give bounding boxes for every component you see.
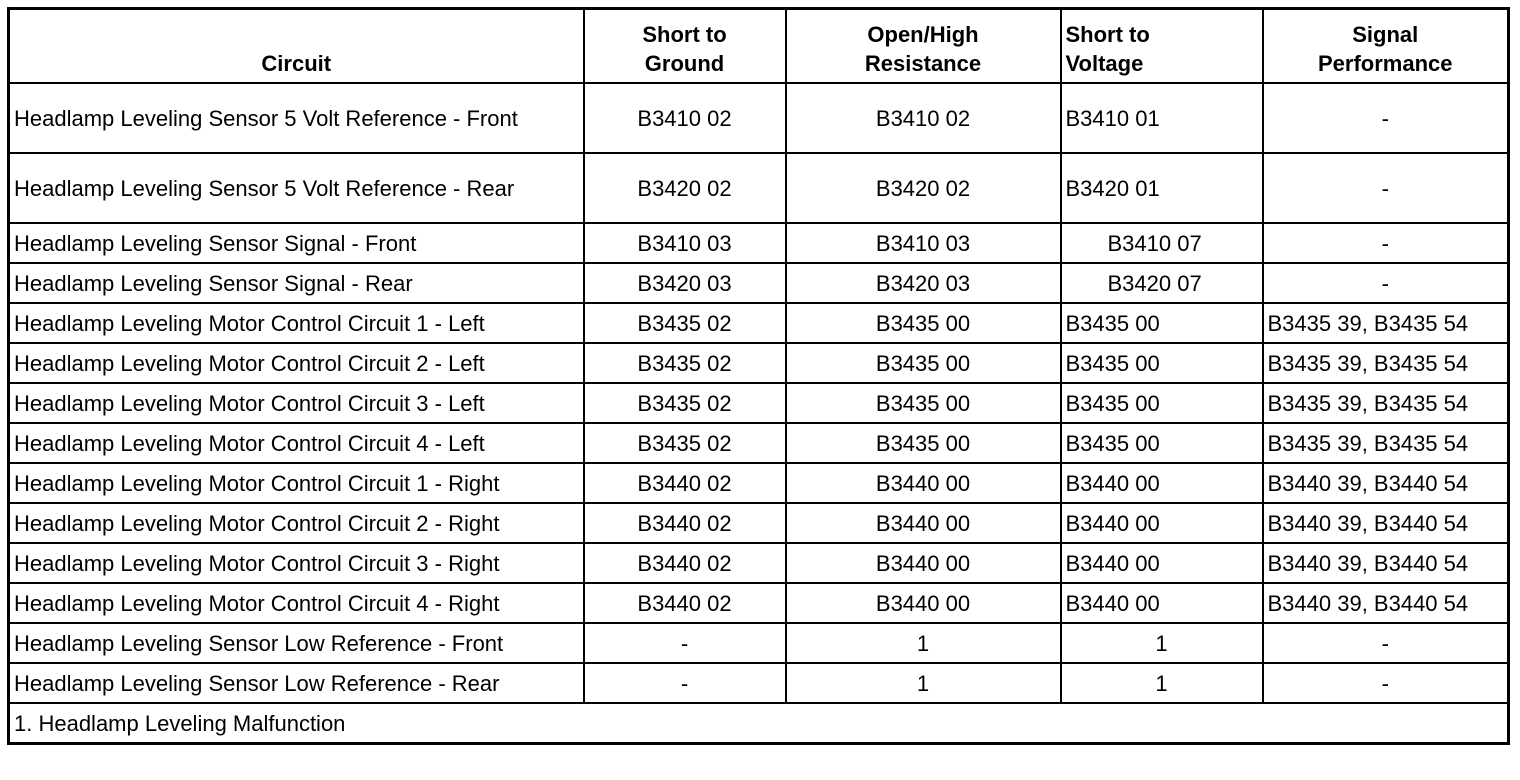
cell-signal-performance: B3440 39, B3440 54 <box>1263 583 1509 623</box>
cell-short-to-ground: B3420 03 <box>584 263 786 303</box>
cell-short-to-ground: B3435 02 <box>584 303 786 343</box>
header-circuit: Circuit <box>9 9 584 84</box>
header-signal-performance: Signal Performance <box>1263 9 1509 84</box>
footnote-row <box>9 703 1509 744</box>
table-row <box>9 263 1509 303</box>
cell-short-to-ground: B3410 02 <box>584 83 786 153</box>
cell-short-to-ground: B3440 02 <box>584 583 786 623</box>
cell-circuit: Headlamp Leveling Sensor Low Reference - Rear <box>9 663 584 703</box>
header-short-to-ground: Short to Ground <box>584 9 786 84</box>
cell-circuit: Headlamp Leveling Motor Control Circuit 4 - Left <box>9 423 584 463</box>
cell-short-to-voltage: B3420 01 <box>1061 153 1263 223</box>
cell-circuit: Headlamp Leveling Motor Control Circuit 2 - Right <box>9 503 584 543</box>
cell-short-to-ground: - <box>584 663 786 703</box>
cell-open-high-resistance: B3410 03 <box>786 223 1061 263</box>
cell-circuit: Headlamp Leveling Motor Control Circuit 1 - Left <box>9 303 584 343</box>
cell-short-to-voltage: B3420 07 <box>1061 263 1263 303</box>
header-short-to-voltage: Short to Voltage <box>1061 9 1263 84</box>
cell-open-high-resistance: B3420 03 <box>786 263 1061 303</box>
cell-open-high-resistance: B3435 00 <box>786 383 1061 423</box>
cell-signal-performance: - <box>1263 223 1509 263</box>
table-row <box>9 223 1509 263</box>
cell-circuit: Headlamp Leveling Motor Control Circuit 2 - Left <box>9 343 584 383</box>
cell-short-to-ground: B3420 02 <box>584 153 786 223</box>
cell-short-to-voltage: 1 <box>1061 623 1263 663</box>
cell-short-to-voltage: B3440 00 <box>1061 503 1263 543</box>
cell-circuit: Headlamp Leveling Sensor 5 Volt Reference - Rear <box>9 153 584 223</box>
cell-short-to-voltage: B3440 00 <box>1061 543 1263 583</box>
cell-short-to-voltage: B3435 00 <box>1061 343 1263 383</box>
cell-short-to-voltage: B3435 00 <box>1061 383 1263 423</box>
cell-short-to-voltage: 1 <box>1061 663 1263 703</box>
table-row <box>9 423 1509 463</box>
cell-short-to-voltage: B3410 01 <box>1061 83 1263 153</box>
cell-short-to-ground: B3435 02 <box>584 423 786 463</box>
cell-circuit: Headlamp Leveling Motor Control Circuit 1 - Right <box>9 463 584 503</box>
cell-signal-performance: - <box>1263 663 1509 703</box>
cell-open-high-resistance: 1 <box>786 623 1061 663</box>
cell-open-high-resistance: B3440 00 <box>786 583 1061 623</box>
cell-signal-performance: B3435 39, B3435 54 <box>1263 423 1509 463</box>
cell-open-high-resistance: 1 <box>786 663 1061 703</box>
table-row <box>9 503 1509 543</box>
cell-short-to-ground: B3440 02 <box>584 543 786 583</box>
cell-circuit: Headlamp Leveling Motor Control Circuit 3 - Right <box>9 543 584 583</box>
table-row <box>9 543 1509 583</box>
cell-signal-performance: - <box>1263 623 1509 663</box>
table-row <box>9 383 1509 423</box>
cell-circuit: Headlamp Leveling Sensor 5 Volt Reference - Front <box>9 83 584 153</box>
cell-signal-performance: - <box>1263 83 1509 153</box>
cell-short-to-ground: B3440 02 <box>584 463 786 503</box>
table-row <box>9 583 1509 623</box>
header-open-high-resistance: Open/High Resistance <box>786 9 1061 84</box>
cell-short-to-ground: B3435 02 <box>584 343 786 383</box>
cell-short-to-ground: B3440 02 <box>584 503 786 543</box>
cell-circuit: Headlamp Leveling Sensor Signal - Front <box>9 223 584 263</box>
cell-open-high-resistance: B3440 00 <box>786 463 1061 503</box>
cell-signal-performance: B3435 39, B3435 54 <box>1263 303 1509 343</box>
cell-signal-performance: B3435 39, B3435 54 <box>1263 343 1509 383</box>
table-row <box>9 343 1509 383</box>
cell-short-to-voltage: B3440 00 <box>1061 463 1263 503</box>
cell-signal-performance: B3440 39, B3440 54 <box>1263 463 1509 503</box>
cell-signal-performance: - <box>1263 153 1509 223</box>
cell-circuit: Headlamp Leveling Sensor Low Reference - Front <box>9 623 584 663</box>
dtc-circuit-table <box>7 7 1510 745</box>
cell-short-to-voltage: B3435 00 <box>1061 303 1263 343</box>
cell-signal-performance: B3440 39, B3440 54 <box>1263 543 1509 583</box>
cell-signal-performance: B3435 39, B3435 54 <box>1263 383 1509 423</box>
cell-circuit: Headlamp Leveling Motor Control Circuit 4 - Right <box>9 583 584 623</box>
cell-short-to-voltage: B3410 07 <box>1061 223 1263 263</box>
cell-circuit: Headlamp Leveling Sensor Signal - Rear <box>9 263 584 303</box>
cell-signal-performance: - <box>1263 263 1509 303</box>
table-row <box>9 663 1509 703</box>
cell-open-high-resistance: B3420 02 <box>786 153 1061 223</box>
cell-short-to-voltage: B3440 00 <box>1061 583 1263 623</box>
table-header-row <box>9 9 1509 84</box>
table-row <box>9 303 1509 343</box>
cell-circuit: Headlamp Leveling Motor Control Circuit 3 - Left <box>9 383 584 423</box>
cell-signal-performance: B3440 39, B3440 54 <box>1263 503 1509 543</box>
footnote: 1. Headlamp Leveling Malfunction <box>9 703 1509 744</box>
cell-open-high-resistance: B3435 00 <box>786 343 1061 383</box>
table-row <box>9 623 1509 663</box>
cell-open-high-resistance: B3440 00 <box>786 503 1061 543</box>
table-row <box>9 153 1509 223</box>
table-row <box>9 83 1509 153</box>
cell-short-to-ground: B3410 03 <box>584 223 786 263</box>
cell-open-high-resistance: B3410 02 <box>786 83 1061 153</box>
cell-open-high-resistance: B3435 00 <box>786 303 1061 343</box>
cell-short-to-ground: - <box>584 623 786 663</box>
cell-short-to-ground: B3435 02 <box>584 383 786 423</box>
cell-short-to-voltage: B3435 00 <box>1061 423 1263 463</box>
cell-open-high-resistance: B3435 00 <box>786 423 1061 463</box>
table-row <box>9 463 1509 503</box>
cell-open-high-resistance: B3440 00 <box>786 543 1061 583</box>
